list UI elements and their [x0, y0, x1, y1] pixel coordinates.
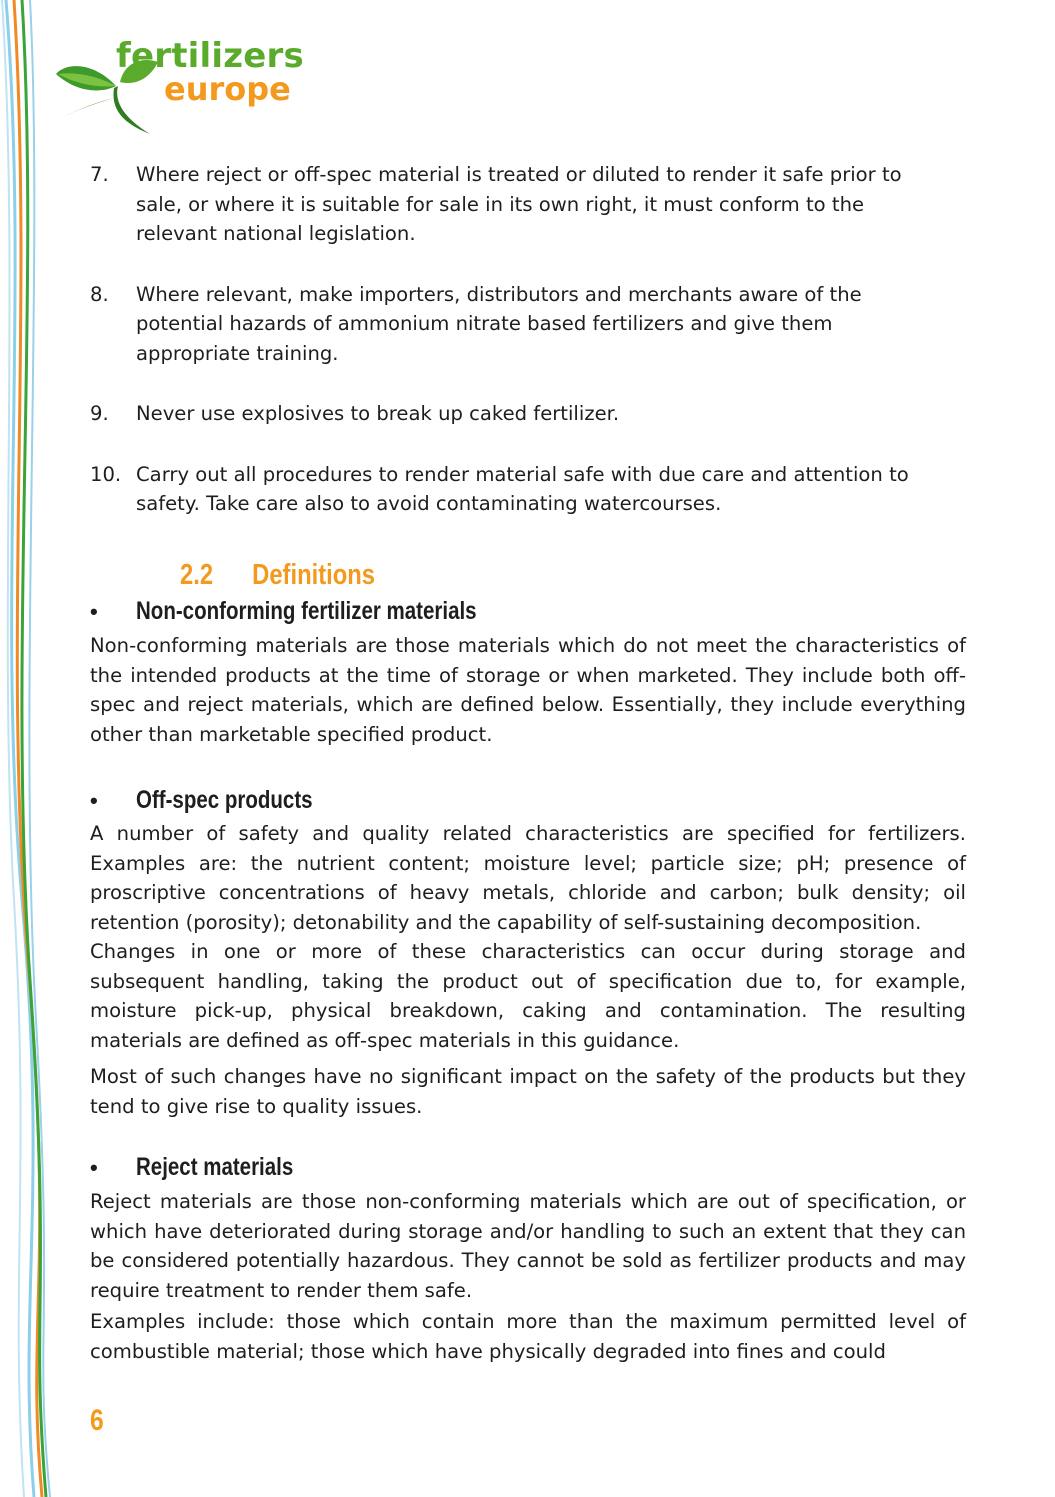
definition-title: Off-spec products — [136, 786, 313, 814]
bullet: • — [90, 788, 98, 813]
list-item-text: Where relevant, make importers, distributors and merchants aware of the potential hazards of ammonium nitrate based fertilizers and give them appropriate training. — [136, 282, 862, 365]
definition-paragraph: Changes in one or more of these characteristics can occur during storage and subsequent handling, taking the product out of specification due to, for example, moisture pick-up, physical breakdown, caking and contamination. The resulting materials are defined as off-spec materials in this guidance. — [90, 940, 966, 1052]
section-number: 2.2 — [180, 559, 214, 591]
list-item-text: Never use explosives to break up caked fertilizer. — [136, 402, 620, 425]
logo-word-fertilizers: fertilizers — [116, 36, 304, 76]
decorative-side-stripes — [0, 0, 60, 1497]
list-item-number: 9. — [90, 402, 109, 425]
bullet: • — [90, 599, 98, 624]
fertilizers-europe-logo — [54, 34, 314, 138]
list-item-text: Carry out all procedures to render material safe with due care and attention to safety. Take care also to avoid contaminating watercourses. — [136, 462, 909, 515]
list-item — [90, 399, 950, 429]
definition-paragraph: Examples include: those which contain more than the maximum permitted level of combustible material; those which have physically degraded into fines and could — [90, 1310, 966, 1363]
list-item — [90, 280, 950, 369]
definition-paragraph: Most of such changes have no significant impact on the safety of the products but they tend to give rise to quality issues. — [90, 1065, 966, 1118]
list-item-number: 10. — [90, 462, 122, 486]
definition-paragraph: Non-conforming materials are those materials which do not meet the characteristics of the intended products at the time of storage or when marketed. They include both off-spec and reject materials, which are defined below. Essentially, they include everything other than marketable specified product. — [90, 634, 966, 746]
list-item — [90, 460, 950, 519]
definition-paragraph: Reject materials are those non-conforming materials which are out of specification, or which have deteriorated during storage and/or handling to such an extent that they can be considered potentially hazardous. They cannot be sold as fertilizer products and may require treatment to render them safe. — [90, 1190, 966, 1302]
definition-title: Reject materials — [136, 1153, 294, 1181]
definition-heading-reject — [90, 1152, 328, 1183]
logo-word-europe: europe — [164, 70, 291, 108]
section-heading — [180, 557, 375, 593]
page-number: 6 — [90, 1404, 104, 1437]
definition-heading-non-conforming — [90, 596, 551, 627]
definition-title: Non-conforming fertilizer materials — [136, 597, 477, 625]
list-item-number: 7. — [90, 163, 109, 186]
list-item — [90, 160, 950, 249]
list-item-text: Where reject or off-spec material is treated or diluted to render it safe prior to sale, or where it is suitable for sale in its own right, it must conform to the relevant national legislation. — [136, 163, 902, 245]
definition-paragraph: A number of safety and quality related characteristics are specified for fertilizers. Examples are: the nutrient content; moisture level; particle size; pH; presence of proscriptive concentrations of heavy metals, chloride and carbon; bulk density; oil retention (porosity); detonability and the capability of self-sustaining decomposition. — [90, 822, 966, 934]
section-title: Definitions — [252, 559, 376, 591]
bullet: • — [90, 1155, 98, 1180]
definition-heading-off-spec — [90, 785, 351, 816]
list-item-number: 8. — [90, 282, 109, 306]
numbered-list — [90, 160, 950, 519]
